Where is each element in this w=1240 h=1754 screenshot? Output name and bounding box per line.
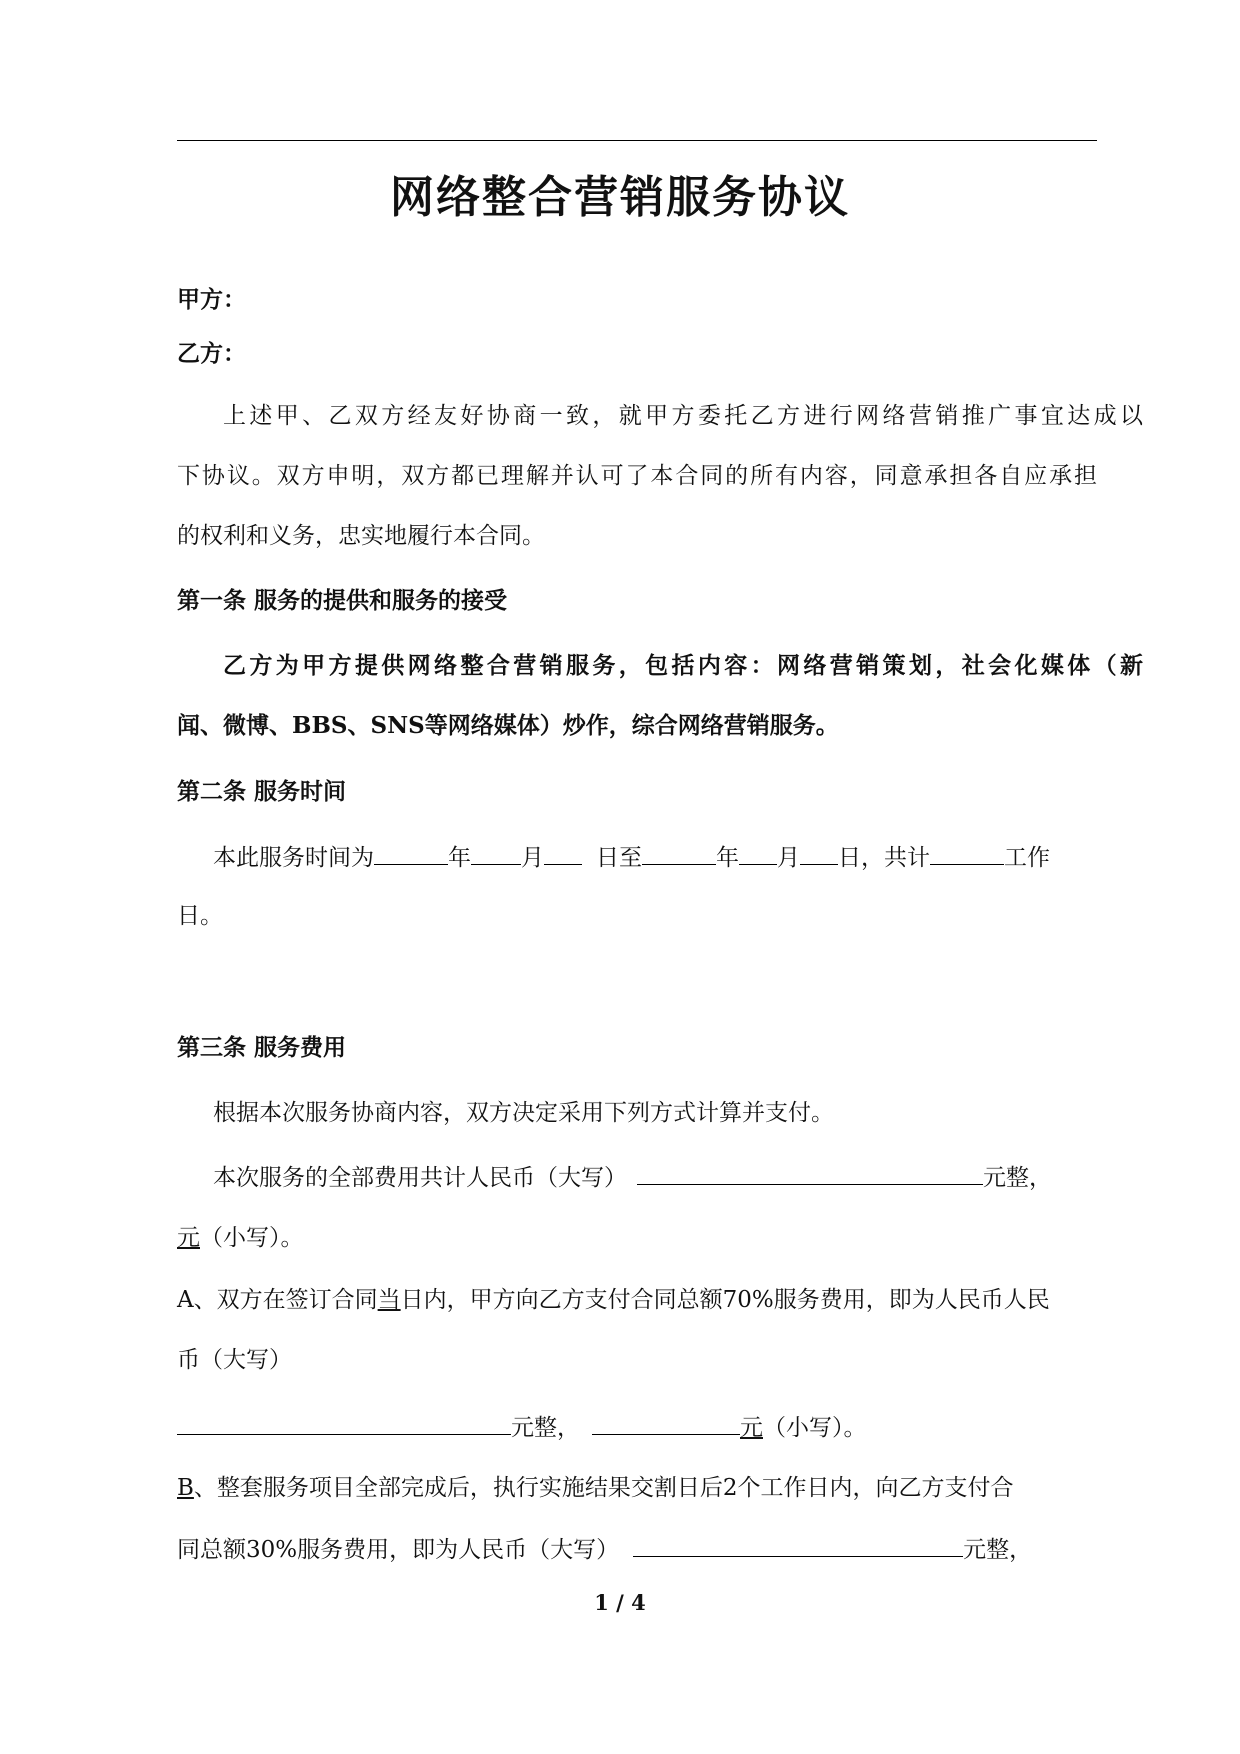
article-2-heading: 第二条 服务时间 [177,778,347,805]
article-1-line-1: 乙方为甲方提供网络整合营销服务，包括内容：网络营销策划，社会化媒体（新 [223,652,1143,679]
document-title: 网络整合营销服务协议 [390,172,850,223]
start-month-blank[interactable] [471,840,521,865]
clause-a-underlined: 当 [377,1287,401,1313]
party-a-label: 甲方： [177,286,246,313]
service-period-line [177,840,1133,874]
clause-a-line-3 [177,1410,1097,1444]
workdays-blank[interactable] [930,840,1004,865]
period-text-3: 月 [521,845,544,871]
clause-b-letter: B [177,1475,194,1501]
party-b-label: 乙方： [177,340,246,367]
article-3-para-1: 根据本次服务协商内容，双方决定采用下列方式计算并支付。 [213,1100,834,1126]
total-fee-text: 本次服务的全部费用共计人民币（大写） [213,1165,627,1191]
end-month-blank[interactable] [739,840,777,865]
period-text-1: 本此服务时间为 [213,845,374,871]
article-1-heading: 第一条 服务的提供和服务的接受 [177,587,508,614]
end-day-blank[interactable] [800,840,838,865]
article-1-line-2: 闻、微博、BBS、SNS等网络媒体）炒作，综合网络营销服务。 [177,712,839,739]
intro-line-3: 的权利和义务，忠实地履行本合同。 [177,523,545,549]
yuan-text: 元 [177,1225,200,1251]
total-fee-line-2 [177,1222,1097,1254]
article-3-heading: 第三条 服务费用 [177,1034,347,1061]
clause-b-amount-blank[interactable] [633,1532,963,1557]
period-text-4: 日至 [596,845,642,871]
service-period-line-2: 日。 [177,903,223,929]
clause-b-text: 、整套服务项目全部完成后，执行实施结果交割日后2个工作日内，向乙方支付合 [193,1475,1014,1501]
period-text-7: 日，共计 [838,845,930,871]
clause-b-text-2: 同总额30%服务费用，即为人民币（大写） [177,1537,620,1563]
clause-a-line-1 [177,1284,1097,1316]
clause-a-line-2: 币（大写） [177,1347,292,1373]
total-fee-blank[interactable] [637,1160,983,1185]
clause-a-small-write: （小写）。 [763,1415,867,1441]
clause-a-yuan: 元 [740,1415,763,1441]
total-fee-line [177,1160,1133,1194]
end-year-blank[interactable] [642,840,716,865]
start-day-blank[interactable] [544,840,582,865]
intro-line-1: 上述甲、乙双方经友好协商一致，就甲方委托乙方进行网络营销推广事宜达成以 [223,403,1143,429]
header-rule [177,140,1097,141]
clause-a-text: 日内，甲方向乙方支付合同总额70%服务费用，即为人民币人民 [400,1287,1050,1313]
clause-b-suffix: 元整， [963,1537,1033,1563]
clause-a-prefix: A、双方在签订合同 [177,1287,378,1313]
start-year-blank[interactable] [374,840,448,865]
period-text-2: 年 [448,845,471,871]
period-text-8: 工作 [1004,845,1050,871]
small-write-text: （小写）。 [200,1225,304,1251]
clause-b-line-1 [177,1472,1097,1504]
clause-b-line-2 [177,1532,1097,1566]
page-number: 1 / 4 [594,1590,646,1615]
clause-a-small-blank[interactable] [592,1410,740,1435]
total-fee-suffix: 元整， [983,1165,1052,1191]
clause-a-yuan-whole: 元整， [511,1415,580,1441]
period-text-5: 年 [716,845,739,871]
clause-a-amount-blank[interactable] [177,1410,511,1435]
intro-line-2: 下协议。双方申明，双方都已理解并认可了本合同的所有内容，同意承担各自应承担 [177,463,1097,489]
period-text-6: 月 [777,845,800,871]
